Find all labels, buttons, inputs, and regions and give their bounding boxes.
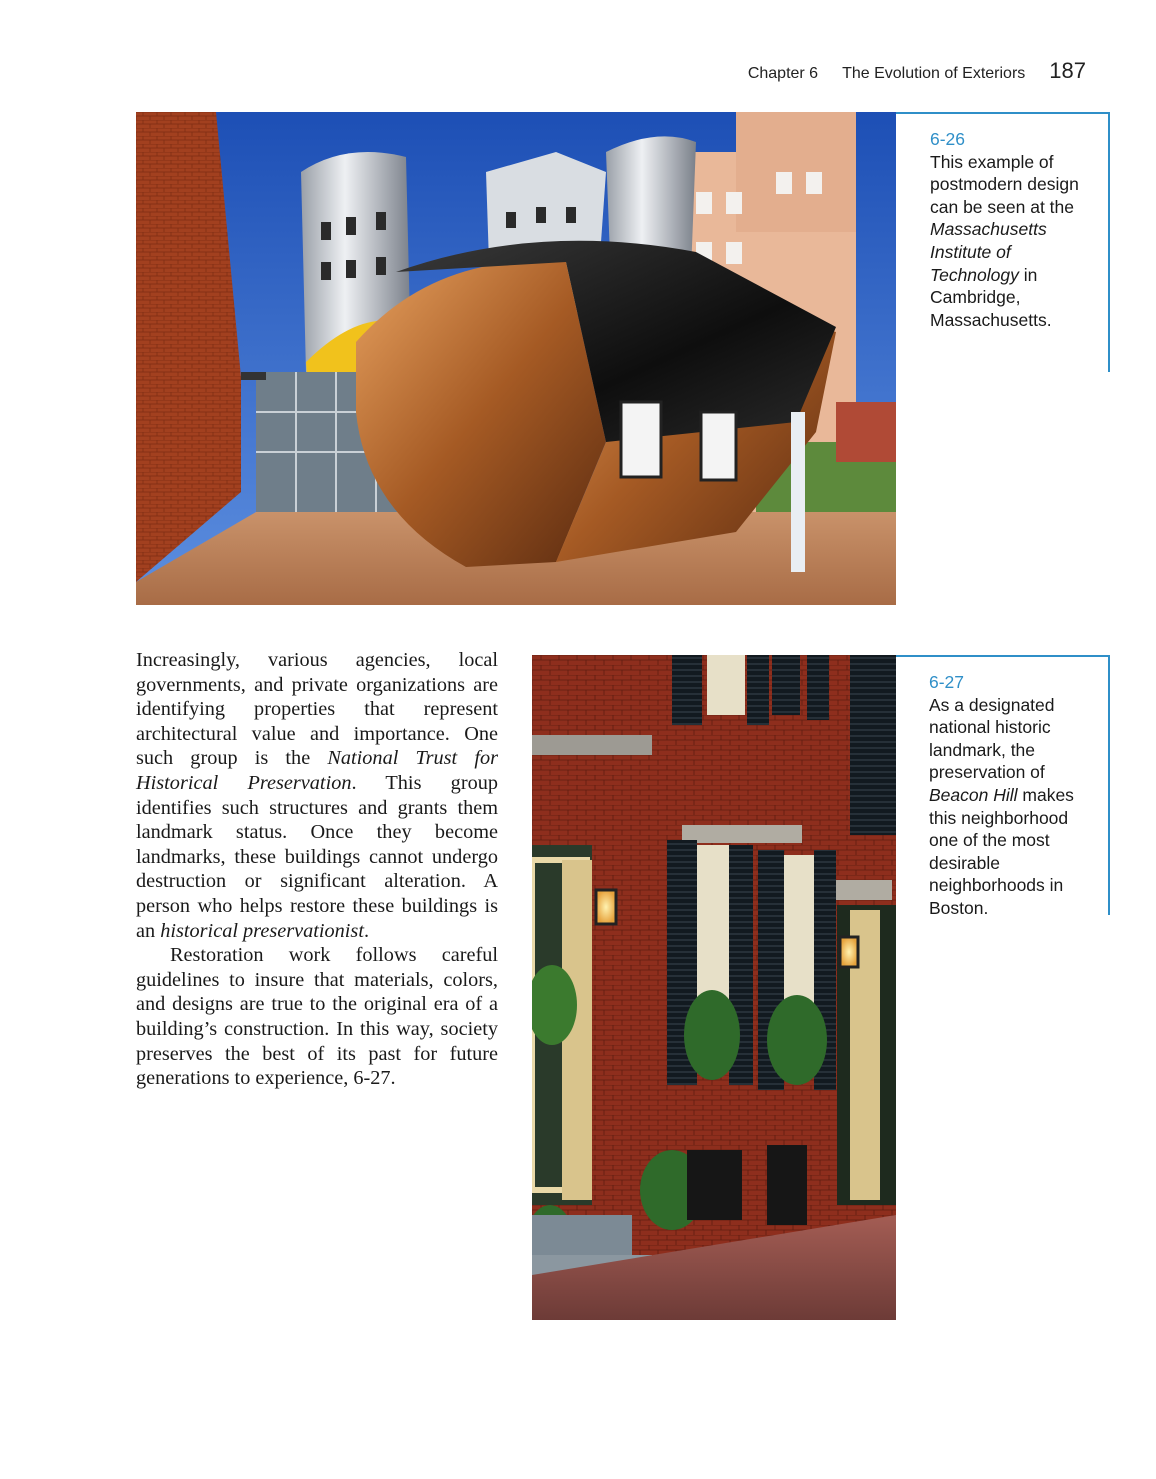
page-number: 187 [1049, 58, 1086, 83]
caption-text: As a designated national historic landmark, the preservation of Beacon Hill makes this neighborhood one of the most desirable neighborhoods in Boston. [929, 694, 1074, 918]
caption-text: This example of postmodern design can be seen at the Massachusetts Institute of Technology in Cambridge, Massachusetts. [930, 151, 1079, 330]
figure-number: 6-27 [929, 672, 965, 692]
mit-building-photo [136, 112, 896, 605]
beacon-hill-photo [532, 655, 896, 1320]
paragraph-2: Restoration work follows careful guidelines to insure that materials, colors, and designs are true to the original era of a building’s construction. In this way, society preserves the best of its past for future generations to experience, 6-27. [136, 944, 498, 1090]
figure-caption-6-27 [929, 671, 1099, 920]
figure-caption-6-26 [930, 128, 1100, 331]
page-header [748, 58, 1086, 84]
figure-number: 6-26 [930, 129, 966, 149]
paragraph-1: Increasingly, various agencies, local governments, and private organizations are identifying properties that represent architectural value and importance. One such group is the National Trust for Historical Preservation. This group identifies such structures and grants them landmark status. Once they become landmarks, these buildings cannot undergo destruction or significant alteration. A person who helps restore these buildings is an historical preservationist. [136, 649, 498, 942]
body-text [136, 648, 498, 1091]
chapter-title: The Evolution of Exteriors [842, 65, 1026, 82]
chapter-label: Chapter 6 [747, 65, 819, 82]
